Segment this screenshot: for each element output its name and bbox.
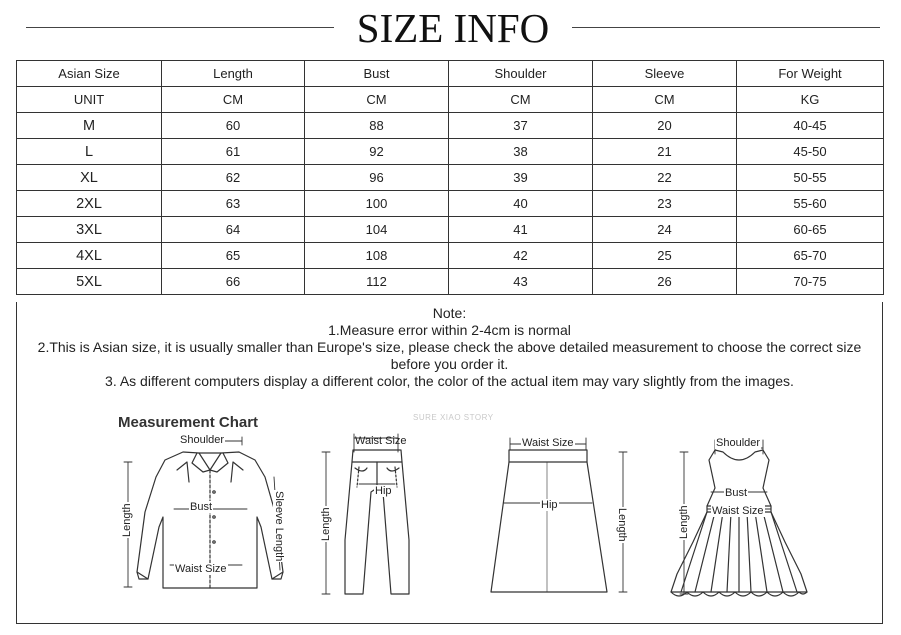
table-cell: 63 bbox=[162, 191, 305, 217]
table-cell: 104 bbox=[305, 217, 449, 243]
pants-waist-label: Waist Size bbox=[355, 435, 407, 447]
watermark: SURE XIAO STORY bbox=[413, 413, 494, 422]
table-header-row bbox=[17, 61, 884, 87]
shirt-bust-label: Bust bbox=[190, 501, 213, 513]
table-cell: CM bbox=[162, 87, 305, 113]
table-cell: 2XL bbox=[17, 191, 162, 217]
table-cell: 66 bbox=[162, 269, 305, 295]
table-cell: 70-75 bbox=[737, 269, 884, 295]
table-cell: 96 bbox=[305, 165, 449, 191]
table-cell: 43 bbox=[449, 269, 593, 295]
table-cell: 88 bbox=[305, 113, 449, 139]
table-cell: 39 bbox=[449, 165, 593, 191]
skirt-drawing bbox=[491, 450, 607, 592]
dress-drawing bbox=[671, 450, 807, 596]
shirt-sleeve-label: Sleeve Length bbox=[273, 491, 285, 562]
note-line-1: 1.Measure error within 2-4cm is normal bbox=[328, 322, 571, 338]
table-cell: 50-55 bbox=[737, 165, 884, 191]
table-cell: Sleeve bbox=[593, 61, 737, 87]
table-cell: 4XL bbox=[17, 243, 162, 269]
table-unit-row bbox=[17, 87, 884, 113]
measurement-chart bbox=[17, 302, 884, 624]
table-cell: 25 bbox=[593, 243, 737, 269]
garment-drawings bbox=[17, 302, 884, 624]
table-cell: 22 bbox=[593, 165, 737, 191]
table-cell: Bust bbox=[305, 61, 449, 87]
chart-title: Measurement Chart bbox=[118, 414, 259, 431]
table-cell: CM bbox=[449, 87, 593, 113]
note-line-3: 3. As different computers display a different color, the color of the actual item may vary slightly from the images. bbox=[105, 373, 794, 389]
table-cell: CM bbox=[305, 87, 449, 113]
table-cell: 45-50 bbox=[737, 139, 884, 165]
table-row bbox=[17, 191, 884, 217]
table-cell: 65 bbox=[162, 243, 305, 269]
table-cell: 42 bbox=[449, 243, 593, 269]
table-cell: L bbox=[17, 139, 162, 165]
dress-length-label: Length bbox=[678, 505, 690, 539]
table-row bbox=[17, 113, 884, 139]
table-cell: 24 bbox=[593, 217, 737, 243]
pants-length-label: Length bbox=[320, 507, 332, 541]
table-cell: 40 bbox=[449, 191, 593, 217]
note-line-2b: before you order it. bbox=[390, 356, 509, 372]
table-cell: Shoulder bbox=[449, 61, 593, 87]
table-cell: 112 bbox=[305, 269, 449, 295]
table-cell: 92 bbox=[305, 139, 449, 165]
header bbox=[0, 0, 901, 58]
notes-box bbox=[16, 302, 883, 624]
table-cell: 41 bbox=[449, 217, 593, 243]
table-cell: 108 bbox=[305, 243, 449, 269]
skirt-hip-label: Hip bbox=[541, 499, 558, 511]
shirt-length-label: Length bbox=[121, 503, 133, 537]
skirt-length-label: Length bbox=[616, 508, 628, 542]
table-row bbox=[17, 269, 884, 295]
table-cell: 3XL bbox=[17, 217, 162, 243]
title-rule-right bbox=[572, 27, 880, 28]
size-table bbox=[16, 60, 884, 295]
table-cell: 26 bbox=[593, 269, 737, 295]
table-cell: KG bbox=[737, 87, 884, 113]
table-cell: 55-60 bbox=[737, 191, 884, 217]
table-cell: 23 bbox=[593, 191, 737, 217]
table-cell: For Weight bbox=[737, 61, 884, 87]
table-row bbox=[17, 217, 884, 243]
shirt-shoulder-label: Shoulder bbox=[180, 434, 225, 446]
title-rule-left bbox=[26, 27, 334, 28]
table-row bbox=[17, 139, 884, 165]
table-cell: 62 bbox=[162, 165, 305, 191]
table-cell: 61 bbox=[162, 139, 305, 165]
note-heading: Note: bbox=[432, 305, 467, 321]
table-cell: 40-45 bbox=[737, 113, 884, 139]
page-title: SIZE INFO bbox=[356, 5, 550, 51]
pants-hip-label: Hip bbox=[375, 485, 392, 497]
size-table-body bbox=[17, 61, 884, 295]
table-cell: 38 bbox=[449, 139, 593, 165]
table-cell: Length bbox=[162, 61, 305, 87]
dress-bust-label: Bust bbox=[725, 487, 748, 499]
table-row bbox=[17, 165, 884, 191]
table-cell: 100 bbox=[305, 191, 449, 217]
shirt-waist-label: Waist Size bbox=[175, 563, 227, 575]
table-row bbox=[17, 243, 884, 269]
table-cell: 60 bbox=[162, 113, 305, 139]
table-cell: 20 bbox=[593, 113, 737, 139]
table-cell: 37 bbox=[449, 113, 593, 139]
table-cell: 5XL bbox=[17, 269, 162, 295]
table-cell: M bbox=[17, 113, 162, 139]
dress-shoulder-label: Shoulder bbox=[716, 437, 761, 449]
table-cell: 64 bbox=[162, 217, 305, 243]
table-cell: UNIT bbox=[17, 87, 162, 113]
table-cell: 60-65 bbox=[737, 217, 884, 243]
note-line-2a: 2.This is Asian size, it is usually smaller than Europe's size, please check the above detailed measurement to choose the correct size bbox=[37, 339, 862, 355]
dress-waist-label: Waist Size bbox=[712, 505, 764, 517]
skirt-waist-label: Waist Size bbox=[522, 437, 574, 449]
table-cell: Asian Size bbox=[17, 61, 162, 87]
pants-drawing bbox=[345, 450, 409, 594]
table-cell: 21 bbox=[593, 139, 737, 165]
table-cell: CM bbox=[593, 87, 737, 113]
table-cell: XL bbox=[17, 165, 162, 191]
table-cell: 65-70 bbox=[737, 243, 884, 269]
